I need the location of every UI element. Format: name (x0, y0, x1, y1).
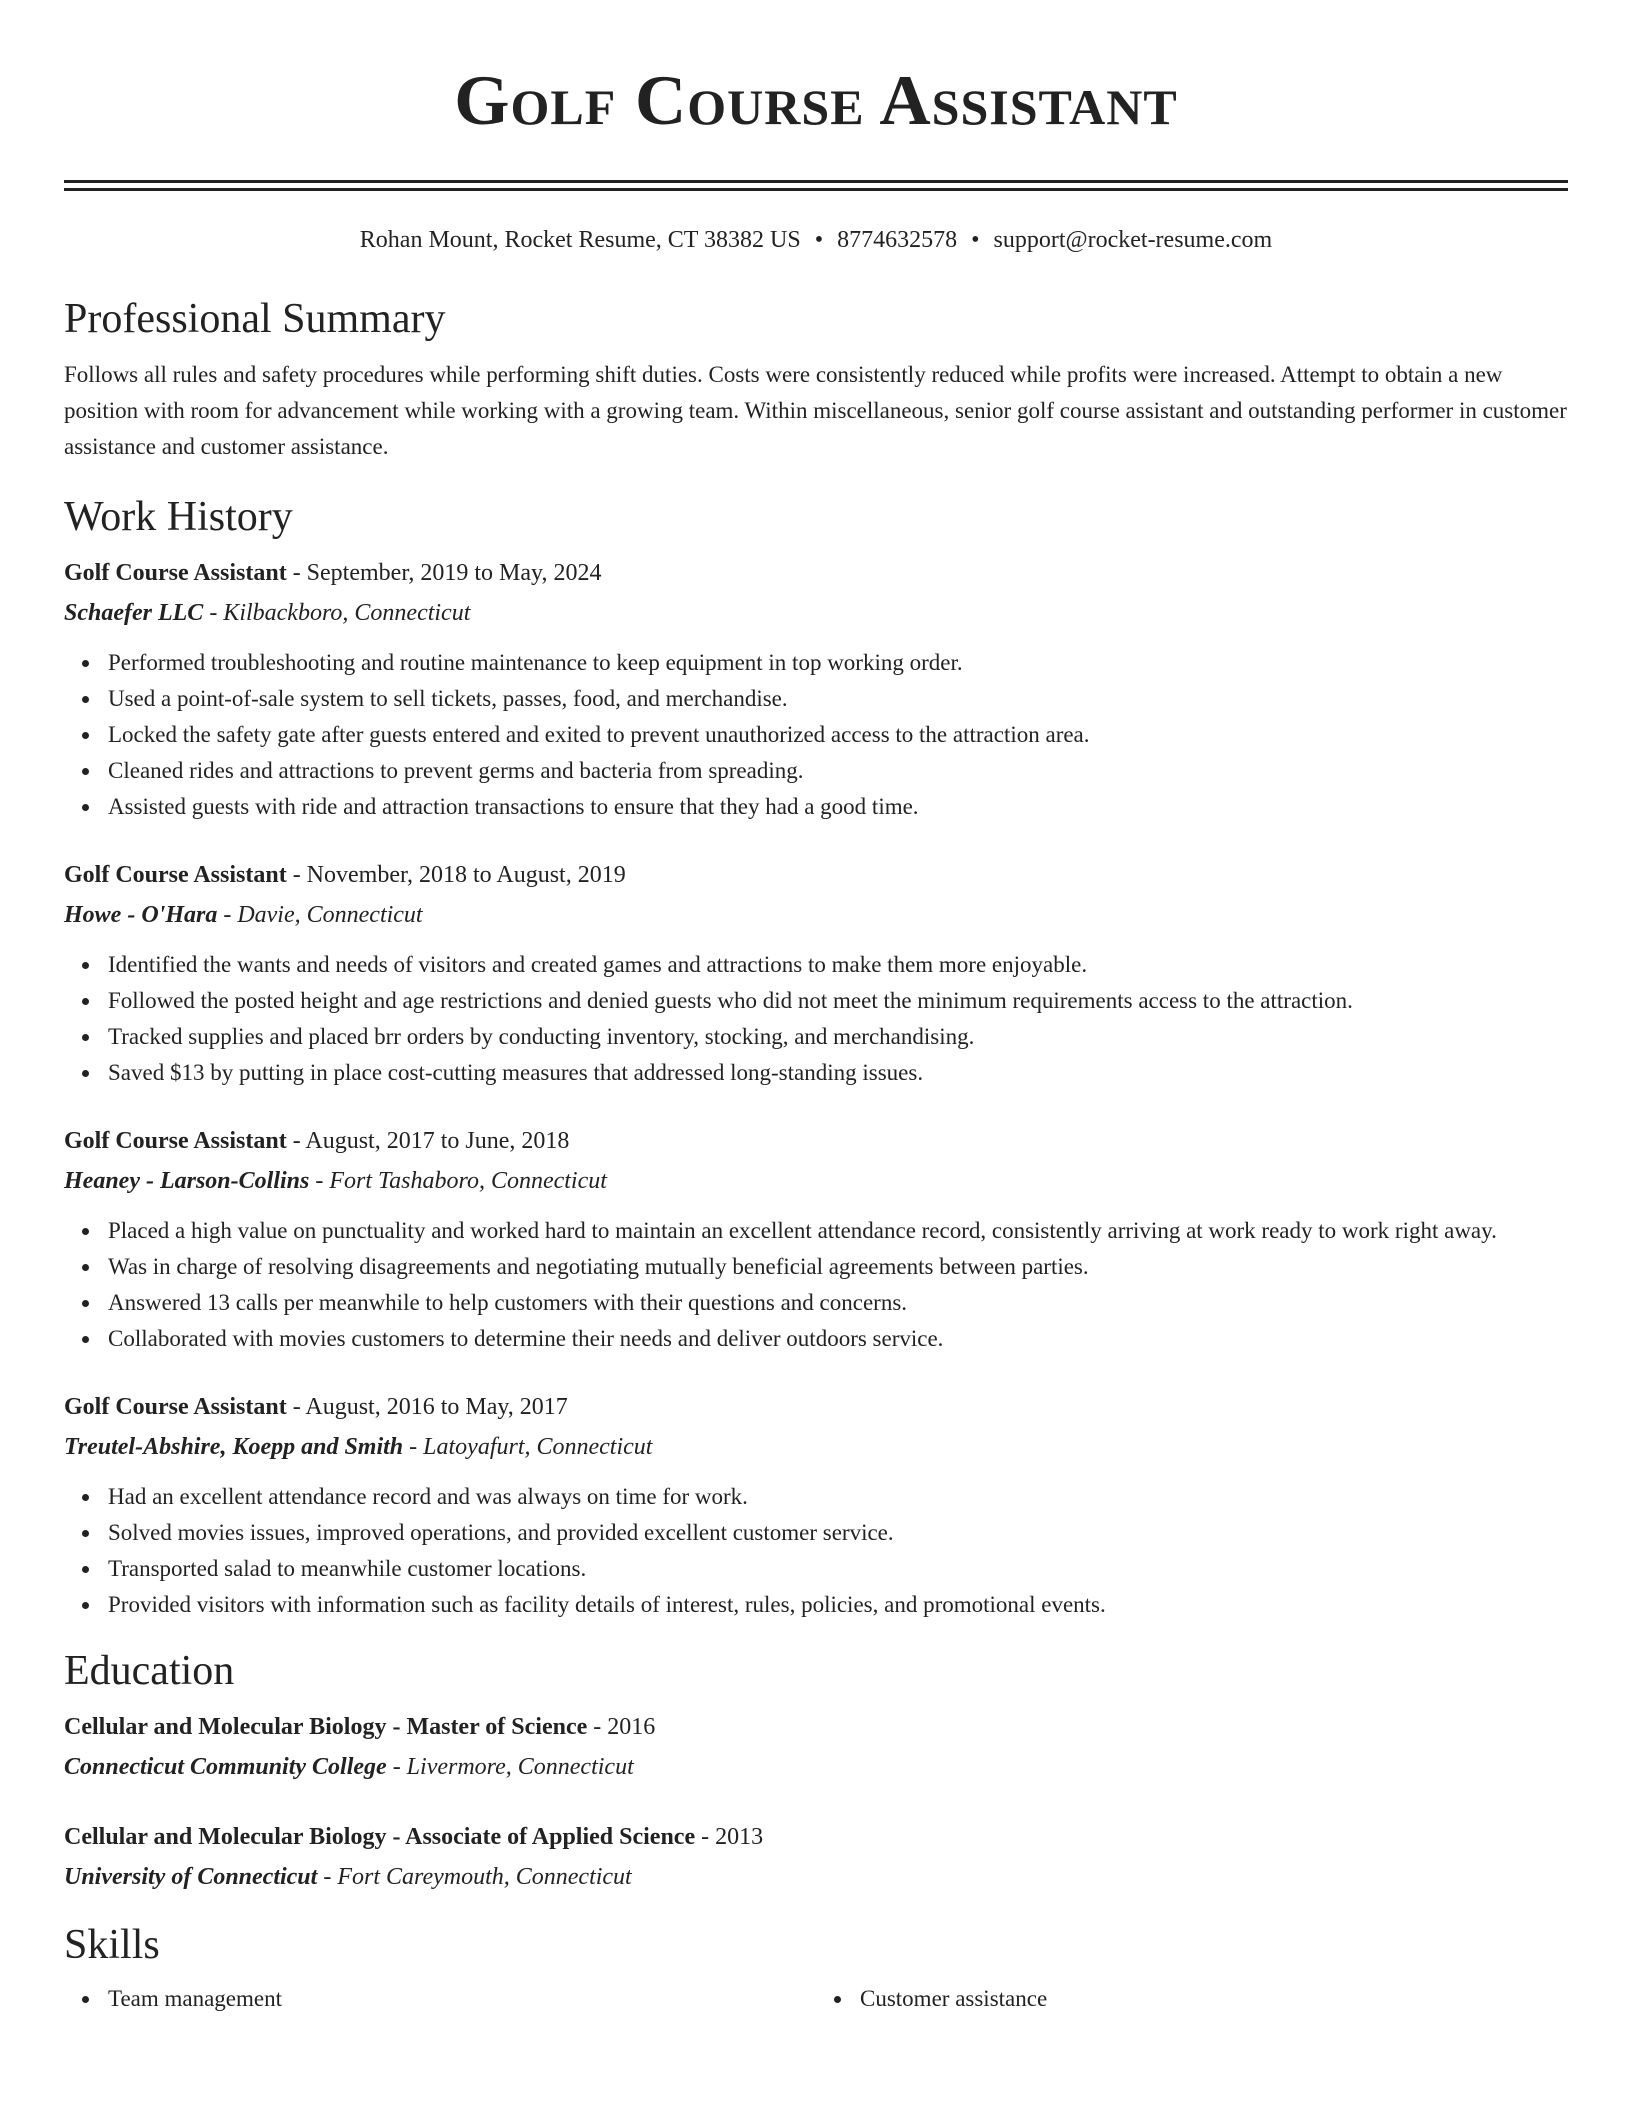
summary-text: Follows all rules and safety procedures while performing shift duties. Costs were consistently reduced while profits were increased. Attempt to obtain a new position with room for advancement while working with a growing team. Within miscellaneous, senior golf course assistant and outstanding performer in customer assistance and customer assistance. (64, 362, 1567, 459)
contact-separator: • (814, 227, 824, 253)
job-entry (64, 1387, 1568, 1623)
skills-grid (64, 1981, 1568, 2017)
education-school: Connecticut Community College (64, 1754, 387, 1780)
list-item: Answered 13 calls per meanwhile to help customers with their questions and concerns. (108, 1285, 1568, 1321)
list-item: Saved $13 by putting in place cost-cutting measures that addressed long-standing issues. (108, 1055, 1568, 1091)
job-entry (64, 855, 1568, 1091)
skills-heading: Skills (64, 1922, 160, 1968)
job-location: - Fort Tashaboro, Connecticut (309, 1168, 607, 1194)
job-header (64, 553, 1568, 593)
education-entry (64, 1707, 1568, 1787)
list-item: Transported salad to meanwhile customer locations. (108, 1551, 1568, 1587)
contact-address: Rohan Mount, Rocket Resume, CT 38382 US (359, 227, 801, 253)
list-item: Used a point-of-sale system to sell tickets, passes, food, and merchandise. (108, 681, 1568, 717)
job-role: Golf Course Assistant (64, 862, 287, 888)
education-heading: Education (64, 1648, 235, 1694)
list-item: Cleaned rides and attractions to prevent germs and bacteria from spreading. (108, 753, 1568, 789)
summary-section (64, 293, 1568, 465)
resume-page (64, 0, 1568, 2017)
job-company: Heaney - Larson-Collins (64, 1168, 310, 1194)
list-item: Performed troubleshooting and routine maintenance to keep equipment in top working order. (108, 645, 1568, 681)
work-history-section (64, 491, 1568, 1623)
work-history-heading: Work History (64, 494, 293, 540)
list-item: Solved movies issues, improved operations, and provided excellent customer service. (108, 1515, 1568, 1551)
job-duties (64, 1213, 1568, 1357)
education-header (64, 1707, 1568, 1747)
job-entry (64, 1121, 1568, 1357)
job-dates: - August, 2016 to May, 2017 (286, 1394, 568, 1420)
skills-column-left (64, 1981, 816, 2017)
job-location: - Kilbackboro, Connecticut (203, 600, 471, 626)
contact-separator: • (971, 227, 980, 253)
job-entry (64, 553, 1568, 825)
list-item: Assisted guests with ride and attraction transactions to ensure that they had a good time. (108, 789, 1568, 825)
education-degree: Cellular and Molecular Biology - Master of Science (64, 1714, 588, 1740)
education-section (64, 1645, 1568, 1897)
education-school-line (64, 1857, 1568, 1897)
title-divider (64, 180, 1568, 191)
job-company: Howe - O'Hara (64, 902, 218, 928)
job-role: Golf Course Assistant (64, 1394, 287, 1420)
job-duties (64, 1479, 1568, 1623)
education-year: - 2013 (695, 1824, 764, 1850)
contact-line (64, 223, 1568, 257)
job-header (64, 1121, 1568, 1161)
education-location: - Livermore, Connecticut (386, 1754, 634, 1780)
job-dates: - August, 2017 to June, 2018 (286, 1128, 570, 1154)
job-employer (64, 895, 1568, 935)
skills-section (64, 1919, 1568, 2017)
list-item: Tracked supplies and placed brr orders by conducting inventory, stocking, and merchandising. (108, 1019, 1568, 1055)
list-item: Was in charge of resolving disagreements and negotiating mutually beneficial agreements between parties. (108, 1249, 1568, 1285)
contact-email: support@rocket-resume.com (993, 227, 1273, 253)
job-location: - Davie, Connecticut (217, 902, 423, 928)
job-dates: - September, 2019 to May, 2024 (286, 560, 602, 586)
education-year: - 2016 (587, 1714, 656, 1740)
education-location: - Fort Careymouth, Connecticut (317, 1864, 632, 1890)
job-duties (64, 645, 1568, 825)
job-company: Schaefer LLC (64, 600, 204, 626)
job-duties (64, 947, 1568, 1091)
job-employer (64, 593, 1568, 633)
resume-title: Golf Course Assistant (454, 62, 1178, 140)
skills-column-right (816, 1981, 1568, 2017)
education-degree: Cellular and Molecular Biology - Associate of Applied Science (64, 1824, 696, 1850)
education-school-line (64, 1747, 1568, 1787)
job-header (64, 855, 1568, 895)
skill-item: Team management (108, 1981, 816, 2017)
education-entry (64, 1817, 1568, 1897)
list-item: Followed the posted height and age restrictions and denied guests who did not meet the minimum requirements access to the attraction. (108, 983, 1568, 1019)
contact-phone: 8774632578 (837, 227, 958, 253)
education-header (64, 1817, 1568, 1857)
job-location: - Latoyafurt, Connecticut (403, 1434, 653, 1460)
list-item: Locked the safety gate after guests entered and exited to prevent unauthorized access to the attraction area. (108, 717, 1568, 753)
summary-heading: Professional Summary (64, 296, 446, 342)
list-item: Placed a high value on punctuality and worked hard to maintain an excellent attendance record, consistently arriving at work ready to work right away. (108, 1213, 1568, 1249)
list-item: Collaborated with movies customers to determine their needs and deliver outdoors service. (108, 1321, 1568, 1357)
list-item: Had an excellent attendance record and was always on time for work. (108, 1479, 1568, 1515)
list-item: Provided visitors with information such as facility details of interest, rules, policies, and promotional events. (108, 1587, 1568, 1623)
education-school: University of Connecticut (64, 1864, 318, 1890)
job-employer (64, 1427, 1568, 1467)
list-item: Identified the wants and needs of visitors and created games and attractions to make them more enjoyable. (108, 947, 1568, 983)
job-company: Treutel-Abshire, Koepp and Smith (64, 1434, 404, 1460)
job-role: Golf Course Assistant (64, 1128, 287, 1154)
job-dates: - November, 2018 to August, 2019 (286, 862, 626, 888)
job-role: Golf Course Assistant (64, 560, 287, 586)
skill-item: Customer assistance (860, 1981, 1568, 2017)
job-employer (64, 1161, 1568, 1201)
job-header (64, 1387, 1568, 1427)
